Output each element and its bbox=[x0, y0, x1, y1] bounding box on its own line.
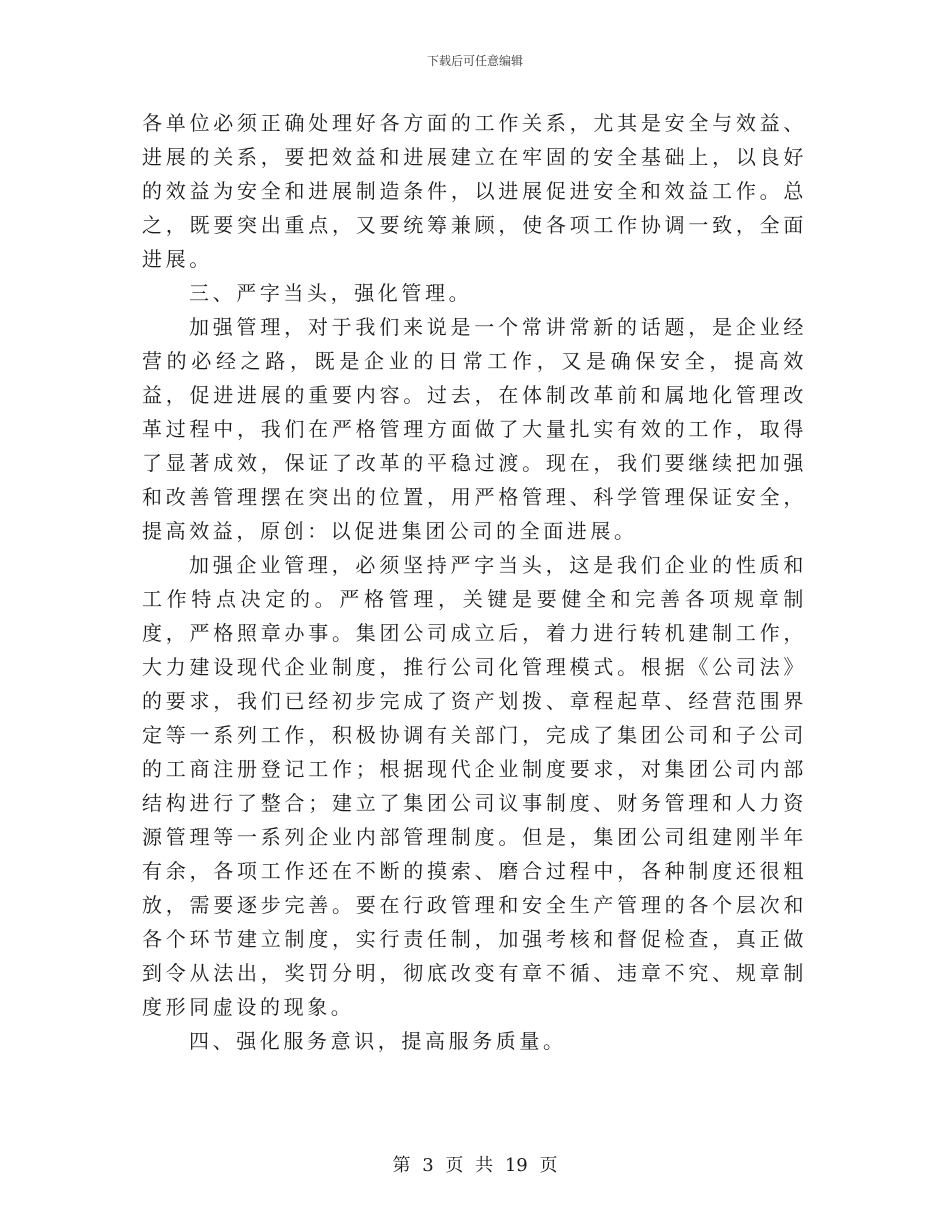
page-header: 下载后可任意编辑 bbox=[426, 54, 523, 68]
paragraph-strengthen-management: 加强管理，对于我们来说是一个常讲常新的话题，是企业经营的必经之路，既是企业的日常工作，又是确保安全，提高效益，促进进展的重要内容。过去，在体制改革前和属地化管理改革过程中，我们在严格管理方面做了大量扎实有效的工作，取得了显著成效，保证了改革的平稳过渡。现在，我们要继续把加强和改善管理摆在突出的位置，用严格管理、科学管理保证安全，提高效益，原创：以促进集团公司的全面进展。 bbox=[142, 315, 807, 543]
paragraph-enterprise-management: 加强企业管理，必须坚持严字当头，这是我们企业的性质和工作特点决定的。严格管理，关键是要健全和完善各项规章制度，严格照章办事。集团公司成立后，着力进行转机建制工作，大力建设现代企业制度，推行公司化管理模式。根据《公司法》的要求，我们已经初步完成了资产划拨、章程起草、经营范围界定等一系列工作，积极协调有关部门，完成了集团公司和子公司的工商注册登记工作；根据现代企业制度要求，对集团公司内部结构进行了整合；建立了集团公司议事制度、财务管理和人力资源管理等一系列企业内部管理制度。但是，集团公司组建刚半年有余，各项工作还在不断的摸索、磨合过程中，各种制度还很粗放，需要逐步完善。要在行政管理和安全生产管理的各个层次和各个环节建立制度，实行责任制，加强考核和督促检查，真正做到令从法出，奖罚分明，彻底改变有章不循、违章不究、规章制度形同虚设的现象。 bbox=[142, 553, 807, 1019]
document-body bbox=[142, 106, 807, 1058]
section-heading-management: 三、严字当头，强化管理。 bbox=[189, 281, 473, 305]
section-heading-service: 四、强化服务意识，提高服务质量。 bbox=[189, 1029, 567, 1053]
paragraph-work-relations: 各单位必须正确处理好各方面的工作关系，尤其是安全与效益、进展的关系，要把效益和进展建立在牢固的安全基础上，以良好的效益为安全和进展制造条件，以进展促进安全和效益工作。总之，既要突出重点，又要统筹兼顾，使各项工作协调一致，全面进展。 bbox=[142, 111, 807, 271]
page-number-footer: 第 3 页 共 19 页 bbox=[392, 1155, 558, 1176]
